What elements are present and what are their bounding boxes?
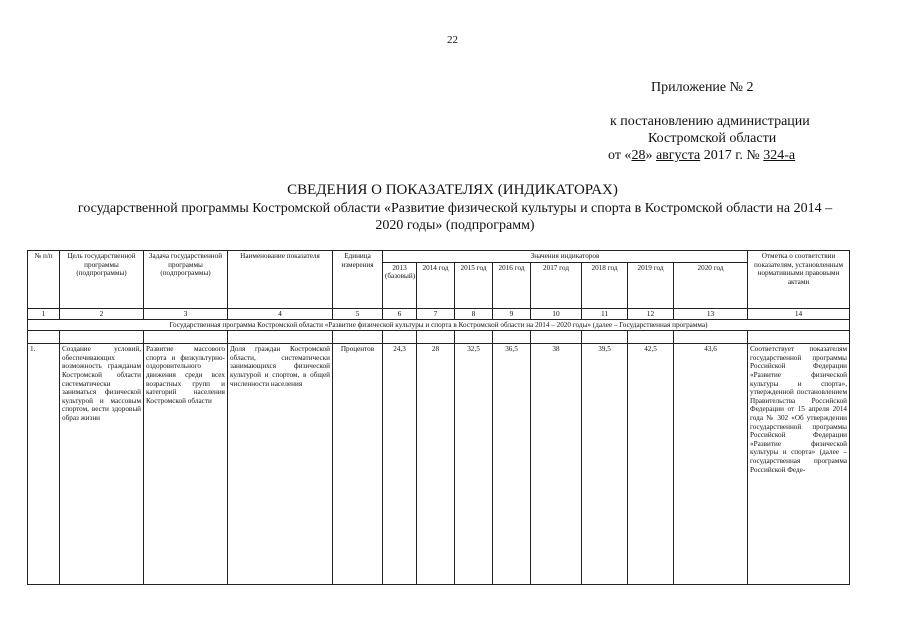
spacer-row — [28, 331, 850, 344]
header-year: 2015 год — [455, 262, 493, 308]
decree-reference — [590, 113, 890, 164]
row-value: 42,5 — [628, 344, 674, 585]
row-indicator: Доля граждан Костромской области, систематически занимающихся физической культурой и спортом, в общей численности населения — [228, 344, 333, 585]
decree-month: августа — [655, 148, 701, 163]
row-goal: Создание условий, обеспечивающих возможность гражданам Костромской области систематически заниматься физической культурой и массовым спортом, вести здоровый образ жизни — [60, 344, 144, 585]
column-number: 14 — [748, 308, 850, 319]
column-number: 11 — [582, 308, 628, 319]
header-unit: Единица измерения — [333, 251, 383, 309]
row-unit: Процентов — [333, 344, 383, 585]
row-value: 38 — [531, 344, 582, 585]
row-value: 24,3 — [383, 344, 417, 585]
row-value: 36,5 — [493, 344, 531, 585]
header-year: 2016 год — [493, 262, 531, 308]
column-number: 4 — [228, 308, 333, 319]
program-row — [28, 319, 850, 331]
header-year: 2019 год — [628, 262, 674, 308]
header-row-1 — [28, 251, 850, 263]
column-number: 10 — [531, 308, 582, 319]
column-number: 8 — [455, 308, 493, 319]
column-number: 6 — [383, 308, 417, 319]
header-num: № п/п — [28, 251, 60, 309]
date-mid: » — [645, 148, 653, 163]
indicators-table — [27, 250, 850, 585]
header-note: Отметка о соответствии показателям, установленным нормативными правовыми актами — [748, 251, 850, 309]
decree-number: 324-а — [763, 148, 796, 163]
header-task: Задача государственной программы (подпрограммы) — [144, 251, 228, 309]
column-number: 2 — [60, 308, 144, 319]
column-number: 12 — [628, 308, 674, 319]
row-task: Развитие массового спорта и физкультурно-оздоровительного движения среди всех возрастных групп и категорий населения Костромской области — [144, 344, 228, 585]
decree-line-2: Костромской области — [648, 131, 777, 146]
header-indicator: Наименование показателя — [228, 251, 333, 309]
decree-year: 2017 г. № — [703, 148, 760, 163]
date-prefix: от « — [608, 148, 632, 163]
row-value: 32,5 — [455, 344, 493, 585]
page-number: 22 — [447, 34, 458, 46]
header-year: 2020 год — [674, 262, 748, 308]
row-value: 43,6 — [674, 344, 748, 585]
header-year: 2018 год — [582, 262, 628, 308]
column-number: 9 — [493, 308, 531, 319]
decree-date-line — [590, 147, 890, 164]
column-number: 13 — [674, 308, 748, 319]
column-number: 1 — [28, 308, 60, 319]
header-year: 2013 (базовый) — [383, 262, 417, 308]
row-value: 39,5 — [582, 344, 628, 585]
header-values-group: Значения индикаторов — [383, 251, 748, 263]
column-number: 5 — [333, 308, 383, 319]
decree-day: 28 — [631, 148, 646, 163]
header-year: 2017 год — [531, 262, 582, 308]
table-row — [28, 344, 850, 585]
decree-line-1: к постановлению администрации — [610, 114, 810, 129]
header-year: 2014 год — [417, 262, 455, 308]
document-subtitle: государственной программы Костромской области «Развитие физической культуры и спорта в Костромской области на 2014 – 2020 годы» (подпрограмм) — [77, 201, 833, 233]
row-value: 28 — [417, 344, 455, 585]
header-goal: Цель государственной программы (подпрограммы) — [60, 251, 144, 309]
column-number: 3 — [144, 308, 228, 319]
row-num: 1. — [28, 344, 60, 585]
program-row-text: Государственная программа Костромской области «Развитие физической культуры и спорта в Костромской области на 2014 – 2020 годы» (далее – Государственная программа) — [28, 319, 850, 331]
column-number: 7 — [417, 308, 455, 319]
row-note: Соответствует показателям государственной программы Российской Федерации «Развитие физической культуры и спорта», утвержденной постановлением Правительства Российской Федерации от 15 апреля 2014 года № 302 «Об утверждении государственной программы Российской Федерации «Развитие физической культуры и спорта» (далее – государственная программа Российской Феде- — [748, 344, 850, 585]
annex-title: Приложение № 2 — [651, 80, 754, 95]
column-numbers-row — [28, 308, 850, 319]
document-title: СВЕДЕНИЯ О ПОКАЗАТЕЛЯХ (ИНДИКАТОРАХ) — [287, 182, 618, 198]
